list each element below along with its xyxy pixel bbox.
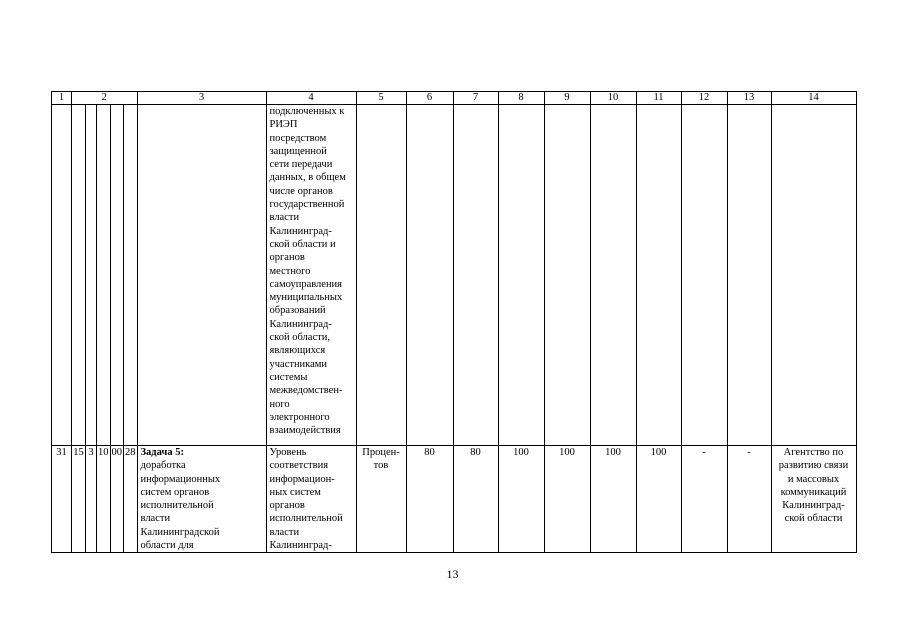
task-title: Задача 5: — [140, 447, 184, 458]
value-cell: - — [681, 446, 727, 553]
indicator-line: взаимодействия — [269, 425, 341, 437]
code-cell: 15 — [72, 446, 86, 553]
code-cell: 00 — [110, 446, 124, 553]
indicator-cell — [266, 105, 356, 446]
indicator-line: Уровень — [269, 447, 307, 458]
indicator-line: образований — [269, 305, 326, 317]
indicator-cell — [266, 446, 356, 553]
indicator-line: электронного — [269, 411, 330, 423]
value-cell: 100 — [498, 446, 544, 553]
col-number: 14 — [771, 92, 856, 105]
indicator-line: посредством — [269, 132, 327, 144]
indicator-line: РИЭП — [269, 119, 298, 131]
indicator-line: власти — [269, 526, 300, 538]
program-table — [51, 91, 857, 553]
unit-cell — [356, 446, 406, 553]
indicator-line: защищенной — [269, 145, 327, 157]
task-line: информационных — [140, 473, 221, 485]
value-cell: 100 — [636, 446, 681, 553]
indicator-line: ской области и — [269, 238, 336, 250]
col-number: 8 — [498, 92, 544, 105]
indicator-line: межведомствен- — [269, 385, 343, 397]
task-line: Калининградской — [140, 526, 220, 538]
indicator-line: самоуправления — [269, 278, 343, 290]
unit-line: тов — [373, 460, 389, 472]
responsible-line: развитию связи — [778, 460, 849, 472]
indicator-line: участниками — [269, 358, 328, 370]
column-number-row — [52, 92, 857, 105]
responsible-line: и массовых — [787, 473, 840, 485]
indicator-line: являющихся — [269, 345, 326, 357]
indicator-line: Калининград- — [269, 225, 332, 237]
responsible-line: ской области — [784, 513, 843, 525]
code-cell: 3 — [86, 446, 97, 553]
col-number: 1 — [52, 92, 72, 105]
indicator-line: органов — [269, 500, 305, 512]
indicator-line: информацион- — [269, 473, 335, 485]
indicator-line: ного — [269, 398, 290, 410]
col-number: 12 — [681, 92, 727, 105]
value-cell: 80 — [406, 446, 453, 553]
value-cell: - — [727, 446, 771, 553]
indicator-line: подключенных к — [269, 106, 345, 117]
indicator-line: ской области, — [269, 332, 330, 344]
col-number: 13 — [727, 92, 771, 105]
col-number: 4 — [266, 92, 356, 105]
task-line: доработка — [140, 460, 186, 472]
indicator-line: данных, в общем — [269, 172, 346, 184]
responsible-line: коммуникаций — [780, 486, 847, 498]
continuation-row — [52, 105, 857, 446]
page-number: 13 — [446, 567, 459, 581]
indicator-line: ных систем — [269, 486, 321, 498]
responsible-line: Агентство по — [783, 447, 844, 458]
col-number: 3 — [137, 92, 266, 105]
col-number: 9 — [544, 92, 590, 105]
responsible-cell — [771, 446, 856, 553]
col-number: 6 — [406, 92, 453, 105]
task-line: власти — [140, 513, 171, 525]
col-number: 5 — [356, 92, 406, 105]
task-line: систем органов — [140, 486, 210, 498]
task-row — [52, 446, 857, 553]
indicator-line: Калининград- — [269, 540, 332, 552]
task-description-cell — [137, 446, 266, 553]
indicator-line: числе органов — [269, 185, 333, 197]
indicator-line: сети передачи — [269, 159, 333, 171]
responsible-line: Калининград- — [782, 500, 845, 512]
indicator-line: Калининград- — [269, 318, 332, 330]
task-line: исполнительной — [140, 500, 214, 512]
indicator-line: муниципальных — [269, 292, 343, 304]
indicator-line: власти — [269, 212, 300, 224]
col-number: 11 — [636, 92, 681, 105]
indicator-line: системы — [269, 371, 308, 383]
value-cell: 100 — [544, 446, 590, 553]
unit-line: Процен- — [362, 447, 400, 458]
code-cell: 28 — [124, 446, 138, 553]
task-line: области для — [140, 540, 194, 552]
indicator-line: государственной — [269, 199, 345, 211]
indicator-line: местного — [269, 265, 311, 277]
value-cell: 100 — [590, 446, 636, 553]
col-number: 10 — [590, 92, 636, 105]
indicator-line: органов — [269, 252, 305, 264]
indicator-line: исполнительной — [269, 513, 343, 525]
col-number: 7 — [453, 92, 498, 105]
code-cell: 10 — [97, 446, 111, 553]
indicator-line: соответствия — [269, 460, 329, 472]
value-cell: 80 — [453, 446, 498, 553]
col-number: 2 — [72, 92, 138, 105]
code-cell: 31 — [52, 446, 72, 553]
